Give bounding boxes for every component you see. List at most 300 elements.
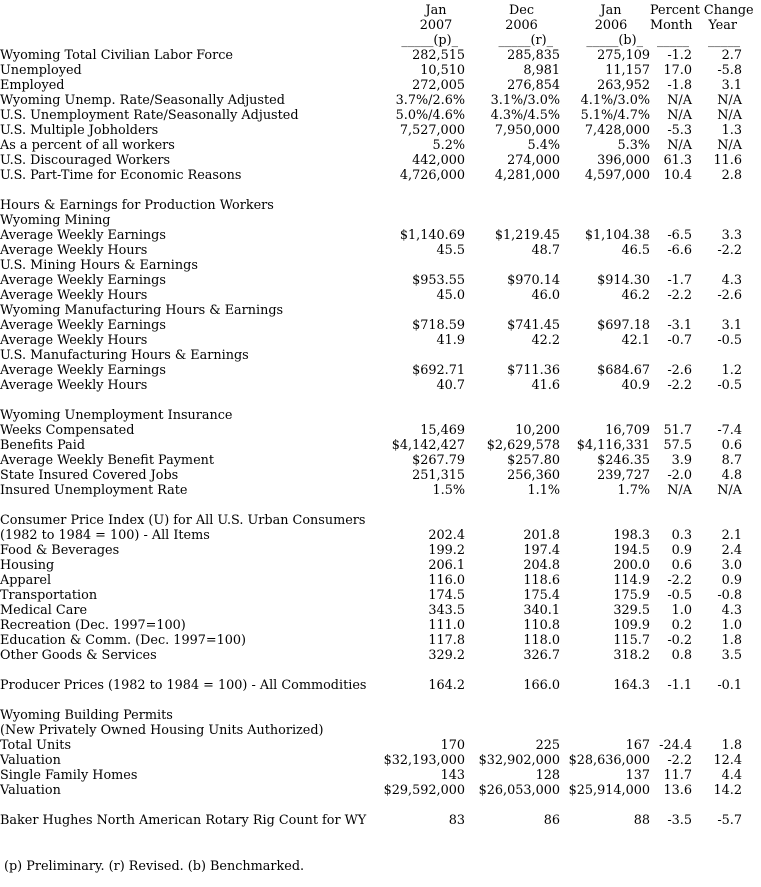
value-jan-2006 bbox=[560, 513, 650, 528]
row-label: U.S. Mining Hours & Earnings bbox=[0, 258, 198, 273]
value-dec-2006 bbox=[465, 708, 560, 723]
value-jan-2006: 198.3 bbox=[613, 528, 650, 543]
value-jan-2007 bbox=[375, 708, 465, 723]
value-jan-2007 bbox=[375, 198, 465, 213]
value-jan-2006: 1.7% bbox=[617, 483, 650, 498]
table-row bbox=[0, 618, 742, 633]
row-label: Wyoming Building Permits bbox=[0, 708, 173, 723]
col-header-year-2006b: 2006 bbox=[594, 18, 628, 33]
value-pct-change-month: -3.5 bbox=[667, 813, 692, 828]
table-row bbox=[0, 138, 742, 153]
value-pct-change-month: 0.9 bbox=[671, 543, 692, 558]
value-pct-change-month bbox=[650, 513, 692, 528]
table-row bbox=[0, 813, 742, 828]
value-jan-2006: 263,952 bbox=[597, 78, 650, 93]
row-label: Employed bbox=[0, 78, 65, 93]
blank-cell bbox=[0, 498, 742, 513]
row-label: U.S. Manufacturing Hours & Earnings bbox=[0, 348, 249, 363]
value-pct-change-month: 3.9 bbox=[671, 453, 692, 468]
col-header-jan-2007: Jan bbox=[425, 3, 447, 18]
table-row bbox=[0, 78, 742, 93]
value-pct-change-year: 14.2 bbox=[713, 783, 742, 798]
section-row bbox=[0, 723, 742, 738]
value-jan-2007: 4,726,000 bbox=[399, 168, 465, 183]
table-row bbox=[0, 153, 742, 168]
value-jan-2006: 46.2 bbox=[621, 288, 650, 303]
rule-preliminary: _____(p)_ bbox=[401, 33, 458, 48]
value-jan-2007: 343.5 bbox=[428, 603, 465, 618]
value-dec-2006: 3.1%/3.0% bbox=[490, 93, 560, 108]
col-header-percent-change: Percent Change bbox=[650, 3, 754, 18]
value-jan-2007: 251,315 bbox=[412, 468, 465, 483]
value-pct-change-year: -2.6 bbox=[717, 288, 742, 303]
value-jan-2007: 1.5% bbox=[432, 483, 465, 498]
value-pct-change-month: 11.7 bbox=[663, 768, 692, 783]
table-row bbox=[0, 108, 742, 123]
value-jan-2007: 7,527,000 bbox=[399, 123, 465, 138]
value-pct-change-year: -0.5 bbox=[717, 333, 742, 348]
value-pct-change-year: 3.3 bbox=[721, 228, 742, 243]
value-jan-2006: 396,000 bbox=[597, 153, 650, 168]
row-label: Single Family Homes bbox=[0, 768, 138, 783]
value-pct-change-month: -0.2 bbox=[667, 633, 692, 648]
row-label: State Insured Covered Jobs bbox=[0, 468, 179, 483]
value-dec-2006 bbox=[465, 408, 560, 423]
value-pct-change-year: N/A bbox=[717, 108, 742, 123]
value-jan-2007: 5.2% bbox=[432, 138, 465, 153]
table-row bbox=[0, 93, 742, 108]
value-pct-change-month bbox=[650, 348, 692, 363]
blank-cell bbox=[0, 798, 742, 813]
value-jan-2007: 45.5 bbox=[436, 243, 465, 258]
value-jan-2006: 88 bbox=[633, 813, 650, 828]
table-row bbox=[0, 783, 742, 798]
value-dec-2006: 10,200 bbox=[515, 423, 560, 438]
row-label: Food & Beverages bbox=[0, 543, 120, 558]
row-label: Insured Unemployment Rate bbox=[0, 483, 188, 498]
table-row bbox=[0, 63, 742, 78]
value-jan-2006: 115.7 bbox=[613, 633, 650, 648]
value-jan-2007: 202.4 bbox=[428, 528, 465, 543]
value-pct-change-month: N/A bbox=[667, 138, 692, 153]
value-dec-2006: 256,360 bbox=[507, 468, 560, 483]
value-dec-2006 bbox=[465, 348, 560, 363]
table-row bbox=[0, 558, 742, 573]
value-pct-change-year: 4.3 bbox=[721, 603, 742, 618]
header-row-year bbox=[0, 18, 742, 33]
blank-row bbox=[0, 798, 742, 813]
row-label: Average Weekly Earnings bbox=[0, 363, 166, 378]
value-dec-2006: $741.45 bbox=[507, 318, 560, 333]
value-jan-2007: 45.0 bbox=[436, 288, 465, 303]
value-jan-2007 bbox=[375, 213, 465, 228]
value-jan-2006: 164.3 bbox=[613, 678, 650, 693]
table-row bbox=[0, 633, 742, 648]
section-row bbox=[0, 408, 742, 423]
value-pct-change-year: N/A bbox=[717, 93, 742, 108]
value-dec-2006: 48.7 bbox=[531, 243, 560, 258]
value-jan-2006: 194.5 bbox=[613, 543, 650, 558]
value-jan-2007: $953.55 bbox=[412, 273, 465, 288]
value-jan-2007: 282,515 bbox=[412, 48, 465, 63]
row-label: U.S. Discouraged Workers bbox=[0, 153, 171, 168]
row-label: Average Weekly Earnings bbox=[0, 273, 166, 288]
value-dec-2006: 340.1 bbox=[523, 603, 560, 618]
value-jan-2006: 175.9 bbox=[613, 588, 650, 603]
table-row bbox=[0, 318, 742, 333]
row-label: Recreation (Dec. 1997=100) bbox=[0, 618, 186, 633]
value-jan-2006 bbox=[560, 723, 650, 738]
row-label: Average Weekly Hours bbox=[0, 378, 148, 393]
table-row bbox=[0, 288, 742, 303]
blank-cell bbox=[0, 183, 742, 198]
row-label: Medical Care bbox=[0, 603, 88, 618]
value-pct-change-year: 12.4 bbox=[713, 753, 742, 768]
value-pct-change-year: 11.6 bbox=[713, 153, 742, 168]
value-pct-change-month: 0.8 bbox=[671, 648, 692, 663]
value-pct-change-year: -0.5 bbox=[717, 378, 742, 393]
blank-row bbox=[0, 183, 742, 198]
table-row bbox=[0, 543, 742, 558]
value-jan-2006 bbox=[560, 258, 650, 273]
header-label-spacer bbox=[0, 18, 375, 33]
value-jan-2007: 41.9 bbox=[436, 333, 465, 348]
value-pct-change-year: 1.8 bbox=[721, 633, 742, 648]
value-pct-change-year bbox=[692, 408, 742, 423]
value-jan-2006: 239,727 bbox=[597, 468, 650, 483]
value-pct-change-month bbox=[650, 408, 692, 423]
table-row bbox=[0, 48, 742, 63]
table-row bbox=[0, 648, 742, 663]
value-pct-change-year: 4.8 bbox=[721, 468, 742, 483]
value-dec-2006: 118.0 bbox=[523, 633, 560, 648]
value-pct-change-month: -2.0 bbox=[667, 468, 692, 483]
value-jan-2006: $25,914,000 bbox=[568, 783, 650, 798]
value-dec-2006: $257.80 bbox=[507, 453, 560, 468]
value-jan-2007: 40.7 bbox=[436, 378, 465, 393]
value-pct-change-year: 1.3 bbox=[721, 123, 742, 138]
row-label: Transportation bbox=[0, 588, 98, 603]
value-jan-2006 bbox=[560, 198, 650, 213]
value-jan-2006: 42.1 bbox=[621, 333, 650, 348]
value-pct-change-month: -5.3 bbox=[667, 123, 692, 138]
value-dec-2006: 225 bbox=[535, 738, 560, 753]
section-row bbox=[0, 513, 742, 528]
value-jan-2007: 3.7%/2.6% bbox=[395, 93, 465, 108]
value-pct-change-year: -2.2 bbox=[717, 243, 742, 258]
value-pct-change-year: 2.8 bbox=[721, 168, 742, 183]
table-row bbox=[0, 738, 742, 753]
row-label: U.S. Unemployment Rate/Seasonally Adjusted bbox=[0, 108, 299, 123]
row-label: Total Units bbox=[0, 738, 72, 753]
value-dec-2006 bbox=[465, 723, 560, 738]
value-pct-change-year bbox=[692, 198, 742, 213]
value-dec-2006: 285,835 bbox=[507, 48, 560, 63]
value-jan-2007: $4,142,427 bbox=[391, 438, 465, 453]
row-label: Baker Hughes North American Rotary Rig Count for WY bbox=[0, 813, 367, 828]
value-jan-2007: 10,510 bbox=[420, 63, 465, 78]
value-jan-2007 bbox=[375, 408, 465, 423]
value-dec-2006: 201.8 bbox=[523, 528, 560, 543]
value-jan-2006: 109.9 bbox=[613, 618, 650, 633]
value-dec-2006: 7,950,000 bbox=[494, 123, 560, 138]
header-row-rules bbox=[0, 33, 742, 48]
value-jan-2007: $692.71 bbox=[412, 363, 465, 378]
value-jan-2006 bbox=[560, 303, 650, 318]
col-header-year-2006a: 2006 bbox=[505, 18, 538, 33]
blank-row bbox=[0, 498, 742, 513]
row-label: Wyoming Manufacturing Hours & Earnings bbox=[0, 303, 284, 318]
value-pct-change-month: 57.5 bbox=[663, 438, 692, 453]
value-dec-2006: 276,854 bbox=[507, 78, 560, 93]
indicators-table bbox=[0, 3, 754, 843]
value-pct-change-year: -0.1 bbox=[717, 678, 742, 693]
header-label-spacer bbox=[0, 33, 375, 48]
value-jan-2007 bbox=[375, 723, 465, 738]
row-label: U.S. Part-Time for Economic Reasons bbox=[0, 168, 242, 183]
value-pct-change-month: -3.1 bbox=[667, 318, 692, 333]
value-jan-2007 bbox=[375, 258, 465, 273]
value-dec-2006: 42.2 bbox=[531, 333, 560, 348]
blank-cell bbox=[0, 828, 742, 843]
table-row bbox=[0, 678, 742, 693]
value-jan-2006: 5.3% bbox=[617, 138, 650, 153]
section-row bbox=[0, 348, 742, 363]
value-jan-2006: $697.18 bbox=[597, 318, 650, 333]
value-jan-2006: 4,597,000 bbox=[584, 168, 650, 183]
row-label: (New Privately Owned Housing Units Authorized) bbox=[0, 723, 324, 738]
value-pct-change-month bbox=[650, 303, 692, 318]
value-jan-2006: 46.5 bbox=[621, 243, 650, 258]
rule-year: _____ bbox=[708, 33, 740, 48]
value-jan-2007: 164.2 bbox=[428, 678, 465, 693]
table-row bbox=[0, 453, 742, 468]
value-jan-2007: 272,005 bbox=[412, 78, 465, 93]
value-pct-change-month: 17.0 bbox=[663, 63, 692, 78]
value-jan-2007: 83 bbox=[448, 813, 465, 828]
value-dec-2006: 166.0 bbox=[523, 678, 560, 693]
blank-cell bbox=[0, 693, 742, 708]
row-label: (1982 to 1984 = 100) - All Items bbox=[0, 528, 210, 543]
value-jan-2007: 15,469 bbox=[420, 423, 465, 438]
section-row bbox=[0, 303, 742, 318]
header-label-spacer bbox=[0, 3, 375, 18]
table-row bbox=[0, 468, 742, 483]
value-jan-2007: 111.0 bbox=[428, 618, 465, 633]
row-label: Valuation bbox=[0, 783, 61, 798]
section-row bbox=[0, 213, 742, 228]
value-pct-change-year: 4.3 bbox=[721, 273, 742, 288]
value-pct-change-year bbox=[692, 723, 742, 738]
value-jan-2007: 329.2 bbox=[428, 648, 465, 663]
value-pct-change-month: -2.6 bbox=[667, 363, 692, 378]
section-row bbox=[0, 258, 742, 273]
table-row bbox=[0, 168, 742, 183]
value-pct-change-month bbox=[650, 708, 692, 723]
value-dec-2006: 41.6 bbox=[531, 378, 560, 393]
blank-row bbox=[0, 828, 742, 843]
value-jan-2006 bbox=[560, 348, 650, 363]
rule-month: _____ bbox=[657, 33, 689, 48]
value-dec-2006: 1.1% bbox=[527, 483, 560, 498]
value-pct-change-year: 0.9 bbox=[721, 573, 742, 588]
col-header-dec-2006: Dec bbox=[508, 3, 534, 18]
value-pct-change-year: N/A bbox=[717, 483, 742, 498]
value-jan-2007: $29,592,000 bbox=[383, 783, 465, 798]
header-row-month bbox=[0, 3, 742, 18]
value-pct-change-month: -0.7 bbox=[667, 333, 692, 348]
value-jan-2006: 200.0 bbox=[613, 558, 650, 573]
value-pct-change-year: 2.4 bbox=[721, 543, 742, 558]
value-pct-change-month: -1.7 bbox=[667, 273, 692, 288]
value-pct-change-month: N/A bbox=[667, 93, 692, 108]
row-label: Average Weekly Benefit Payment bbox=[0, 453, 215, 468]
table-row bbox=[0, 123, 742, 138]
value-jan-2007: 116.0 bbox=[428, 573, 465, 588]
value-dec-2006: 4,281,000 bbox=[494, 168, 560, 183]
value-jan-2006: 7,428,000 bbox=[584, 123, 650, 138]
blank-cell bbox=[0, 393, 742, 408]
value-jan-2006: $914.30 bbox=[597, 273, 650, 288]
value-dec-2006: 4.3%/4.5% bbox=[490, 108, 560, 123]
value-jan-2006: $4,116,331 bbox=[576, 438, 650, 453]
row-label: Wyoming Total Civilian Labor Force bbox=[0, 48, 233, 63]
value-dec-2006: 5.4% bbox=[527, 138, 560, 153]
table-row bbox=[0, 753, 742, 768]
value-pct-change-year: 3.0 bbox=[721, 558, 742, 573]
table-row bbox=[0, 528, 742, 543]
value-pct-change-year: N/A bbox=[717, 138, 742, 153]
value-pct-change-year: 1.8 bbox=[721, 738, 742, 753]
value-pct-change-year: 3.5 bbox=[721, 648, 742, 663]
rule-benchmarked: _____(b)_ bbox=[586, 33, 643, 48]
value-pct-change-year: 0.6 bbox=[721, 438, 742, 453]
value-pct-change-month: 1.0 bbox=[671, 603, 692, 618]
value-jan-2006: 318.2 bbox=[613, 648, 650, 663]
value-dec-2006 bbox=[465, 213, 560, 228]
value-pct-change-month bbox=[650, 198, 692, 213]
table-header bbox=[0, 3, 754, 48]
table-row bbox=[0, 363, 742, 378]
value-dec-2006: 110.8 bbox=[523, 618, 560, 633]
row-label: Education & Comm. (Dec. 1997=100) bbox=[0, 633, 247, 648]
value-jan-2007: 206.1 bbox=[428, 558, 465, 573]
row-label: Average Weekly Hours bbox=[0, 243, 148, 258]
row-label: Average Weekly Earnings bbox=[0, 228, 166, 243]
section-row bbox=[0, 198, 742, 213]
row-label: Hours & Earnings for Production Workers bbox=[0, 198, 274, 213]
value-dec-2006: $711.36 bbox=[507, 363, 560, 378]
value-pct-change-month: -2.2 bbox=[667, 378, 692, 393]
table-row bbox=[0, 438, 742, 453]
value-pct-change-month: -2.2 bbox=[667, 288, 692, 303]
row-label: U.S. Multiple Jobholders bbox=[0, 123, 159, 138]
value-jan-2006: 4.1%/3.0% bbox=[580, 93, 650, 108]
value-pct-change-year: 8.7 bbox=[721, 453, 742, 468]
table-row bbox=[0, 273, 742, 288]
value-jan-2007 bbox=[375, 303, 465, 318]
value-pct-change-month: 0.6 bbox=[671, 558, 692, 573]
value-pct-change-year bbox=[692, 258, 742, 273]
value-jan-2007: $32,193,000 bbox=[383, 753, 465, 768]
value-pct-change-year bbox=[692, 708, 742, 723]
table-row bbox=[0, 573, 742, 588]
value-jan-2006 bbox=[560, 213, 650, 228]
row-label: Wyoming Unemployment Insurance bbox=[0, 408, 233, 423]
value-pct-change-month: 13.6 bbox=[663, 783, 692, 798]
value-dec-2006: 326.7 bbox=[523, 648, 560, 663]
value-jan-2007: 5.0%/4.6% bbox=[395, 108, 465, 123]
value-dec-2006: 274,000 bbox=[507, 153, 560, 168]
value-pct-change-year: 4.4 bbox=[721, 768, 742, 783]
row-label: As a percent of all workers bbox=[0, 138, 175, 153]
value-pct-change-year: -7.4 bbox=[717, 423, 742, 438]
section-row bbox=[0, 708, 742, 723]
value-pct-change-month: -24.4 bbox=[659, 738, 692, 753]
value-jan-2007: 174.5 bbox=[428, 588, 465, 603]
blank-row bbox=[0, 693, 742, 708]
value-dec-2006 bbox=[465, 513, 560, 528]
value-jan-2007: 143 bbox=[440, 768, 465, 783]
value-dec-2006: 8,981 bbox=[523, 63, 560, 78]
value-pct-change-year: 2.7 bbox=[721, 48, 742, 63]
value-dec-2006: $32,902,000 bbox=[478, 753, 560, 768]
value-jan-2007: 442,000 bbox=[412, 153, 465, 168]
value-jan-2006: 329.5 bbox=[613, 603, 650, 618]
value-pct-change-year: 3.1 bbox=[721, 318, 742, 333]
value-jan-2006: $246.35 bbox=[597, 453, 650, 468]
value-pct-change-month: -1.8 bbox=[667, 78, 692, 93]
row-label: Other Goods & Services bbox=[0, 648, 157, 663]
value-jan-2006: 11,157 bbox=[605, 63, 650, 78]
table-row bbox=[0, 378, 742, 393]
value-pct-change-year bbox=[692, 213, 742, 228]
value-pct-change-month: -1.1 bbox=[667, 678, 692, 693]
value-jan-2006: 40.9 bbox=[621, 378, 650, 393]
value-pct-change-month bbox=[650, 723, 692, 738]
row-label: Unemployed bbox=[0, 63, 82, 78]
value-jan-2007 bbox=[375, 348, 465, 363]
value-dec-2006 bbox=[465, 198, 560, 213]
col-header-jan-2006: Jan bbox=[600, 3, 622, 18]
value-pct-change-year: 1.2 bbox=[721, 363, 742, 378]
value-jan-2006: 275,109 bbox=[597, 48, 650, 63]
value-pct-change-year: -5.7 bbox=[717, 813, 742, 828]
value-dec-2006: $26,053,000 bbox=[478, 783, 560, 798]
row-label: Consumer Price Index (U) for All U.S. Urban Consumers bbox=[0, 513, 366, 528]
value-dec-2006: 86 bbox=[543, 813, 560, 828]
value-pct-change-year: -0.8 bbox=[717, 588, 742, 603]
value-pct-change-month: 0.2 bbox=[671, 618, 692, 633]
value-jan-2006: 16,709 bbox=[605, 423, 650, 438]
value-dec-2006: 204.8 bbox=[523, 558, 560, 573]
table-row bbox=[0, 228, 742, 243]
table-row bbox=[0, 603, 742, 618]
value-pct-change-month bbox=[650, 258, 692, 273]
value-dec-2006: 197.4 bbox=[523, 543, 560, 558]
value-dec-2006: 118.6 bbox=[523, 573, 560, 588]
value-jan-2007: $267.79 bbox=[412, 453, 465, 468]
value-jan-2006: $684.67 bbox=[597, 363, 650, 378]
value-pct-change-month: 51.7 bbox=[663, 423, 692, 438]
table-row bbox=[0, 588, 742, 603]
value-dec-2006: $970.14 bbox=[507, 273, 560, 288]
value-jan-2006: $28,636,000 bbox=[568, 753, 650, 768]
value-dec-2006: 46.0 bbox=[531, 288, 560, 303]
value-dec-2006: $1,219.45 bbox=[494, 228, 560, 243]
value-pct-change-month: 61.3 bbox=[663, 153, 692, 168]
table-row bbox=[0, 243, 742, 258]
